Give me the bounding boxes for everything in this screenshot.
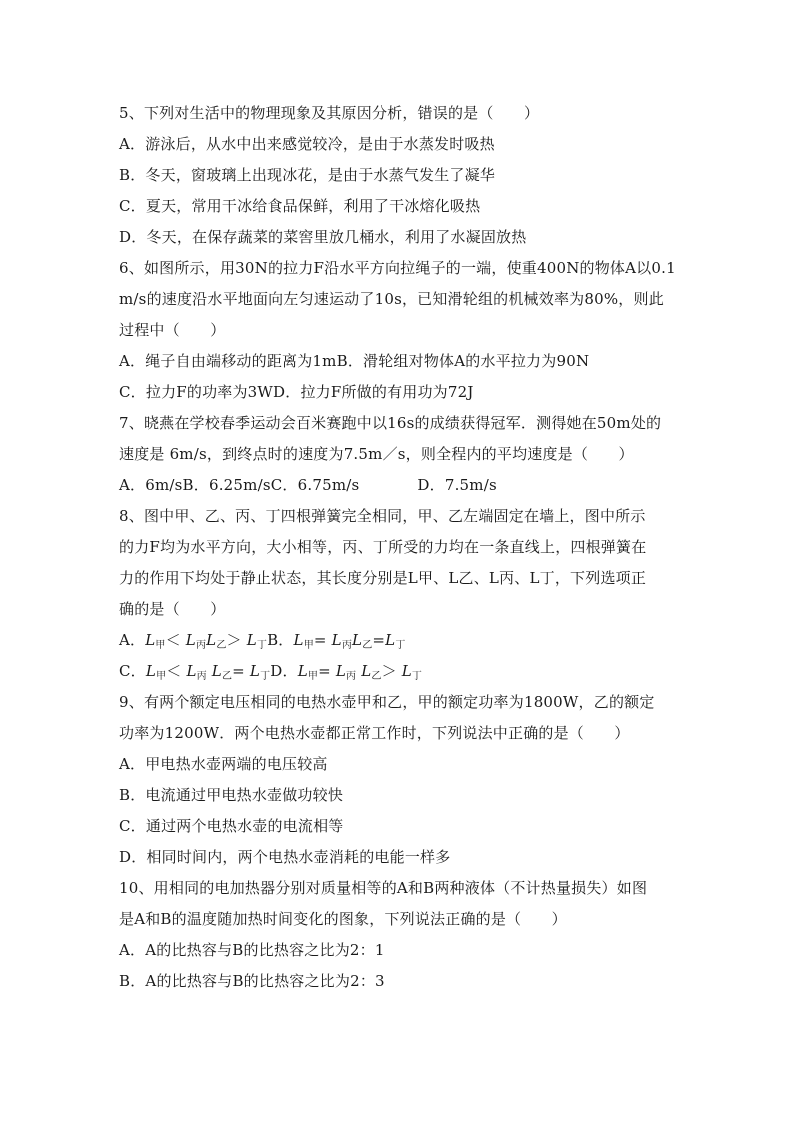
q10-option-a: A．A的比热容与B的比热容之比为2：1 (119, 941, 385, 959)
q6-stem-line1: 6、如图所示，用30N的拉力F沿水平方向拉绳子的一端，使重400N的物体A以0.1 (119, 259, 676, 277)
q9-option-d: D．相同时间内，两个电热水壶消耗的电能一样多 (119, 848, 451, 866)
q5-option-d: D．冬天，在保存蔬菜的菜窖里放几桶水，利用了水凝固放热 (119, 228, 527, 246)
q5-option-b: B．冬天，窗玻璃上出现冰花，是由于水蒸气发生了凝华 (119, 166, 496, 184)
q7-stem-line1: 7、晓燕在学校春季运动会百米赛跑中以16s的成绩获得冠军．测得她在50m处的 (119, 414, 662, 432)
q9-stem-line2: 功率为1200W．两个电热水壶都正常工作时，下列说法中正确的是（ ） (119, 724, 630, 742)
q8-options-cd: C．$L_甲< L_丙$ $L_乙= L_丁D$．$L_甲= L_丙$ $L_乙> L_丁$ (119, 662, 423, 682)
q7-option-d: D．7.5m/s (417, 476, 497, 494)
q6-stem-line3: 过程中（ ） (119, 321, 226, 339)
q9-stem-line1: 9、有两个额定电压相同的电热水壶甲和乙，甲的额定功率为1800W，乙的额定 (119, 693, 655, 711)
q7-options (119, 470, 679, 501)
q6-stem-line2: m/s的速度沿水平地面向左匀速运动了10s，已知滑轮组的机械效率为80%，则此 (119, 290, 664, 308)
q7-stem-line2: 速度是 6m/s，到终点时的速度为7.5m／s，则全程内的平均速度是（ ） (119, 445, 634, 463)
q10-stem-line2: 是A和B的温度随加热时间变化的图象，下列说法正确的是（ ） (119, 910, 567, 928)
q8-options-ab: A．$L_甲< L_丙L_乙> L_丁B$．$L_甲= L_丙L_乙=L_丁$ (119, 631, 406, 651)
q8-stem-line2: 的力F均为水平方向，大小相等，丙、丁所受的力均在一条直线上，四根弹簧在 (119, 538, 647, 556)
question-list (119, 98, 679, 997)
q8-stem-line3: 力的作用下均处于静止状态，其长度分别是L甲、L乙、L丙、L丁，下列选项正 (119, 569, 647, 587)
q6-options-cd: C．拉力F的功率为3WD．拉力F所做的有用功为72J (119, 383, 474, 401)
q7-options-abc: A．6m/sB．6.25m/sC．6.75m/s (119, 476, 360, 494)
q5-option-a: A．游泳后，从水中出来感觉较冷，是由于水蒸发时吸热 (119, 135, 495, 153)
q5-stem: 5、下列对生活中的物理现象及其原因分析，错误的是（ ） (119, 104, 540, 122)
q9-option-b: B．电流通过甲电热水壶做功较快 (119, 786, 344, 804)
q9-option-c: C．通过两个电热水壶的电流相等 (119, 817, 344, 835)
q10-option-b: B．A的比热容与B的比热容之比为2：3 (119, 972, 385, 990)
q8-option-b-label: B． (267, 631, 294, 649)
q8-option-c-label: C． (119, 662, 146, 680)
q6-options-ab: A．绳子自由端移动的距离为1mB．滑轮组对物体A的水平拉力为90N (119, 352, 590, 370)
q8-option-a-label: A． (119, 631, 146, 649)
q5-option-c: C．夏天，常用干冰给食品保鲜，利用了干冰熔化吸热 (119, 197, 481, 215)
q8-option-d-label: D． (270, 662, 298, 680)
q8-stem-line1: 8、图中甲、乙、丙、丁四根弹簧完全相同，甲、乙左端固定在墙上，图中所示 (119, 507, 646, 525)
q9-option-a: A．甲电热水壶两端的电压较高 (119, 755, 328, 773)
q10-stem-line1: 10、用相同的电加热器分别对质量相等的A和B两种液体（不计热量损失）如图 (119, 879, 648, 897)
q8-stem-line4: 确的是（ ） (119, 600, 226, 618)
